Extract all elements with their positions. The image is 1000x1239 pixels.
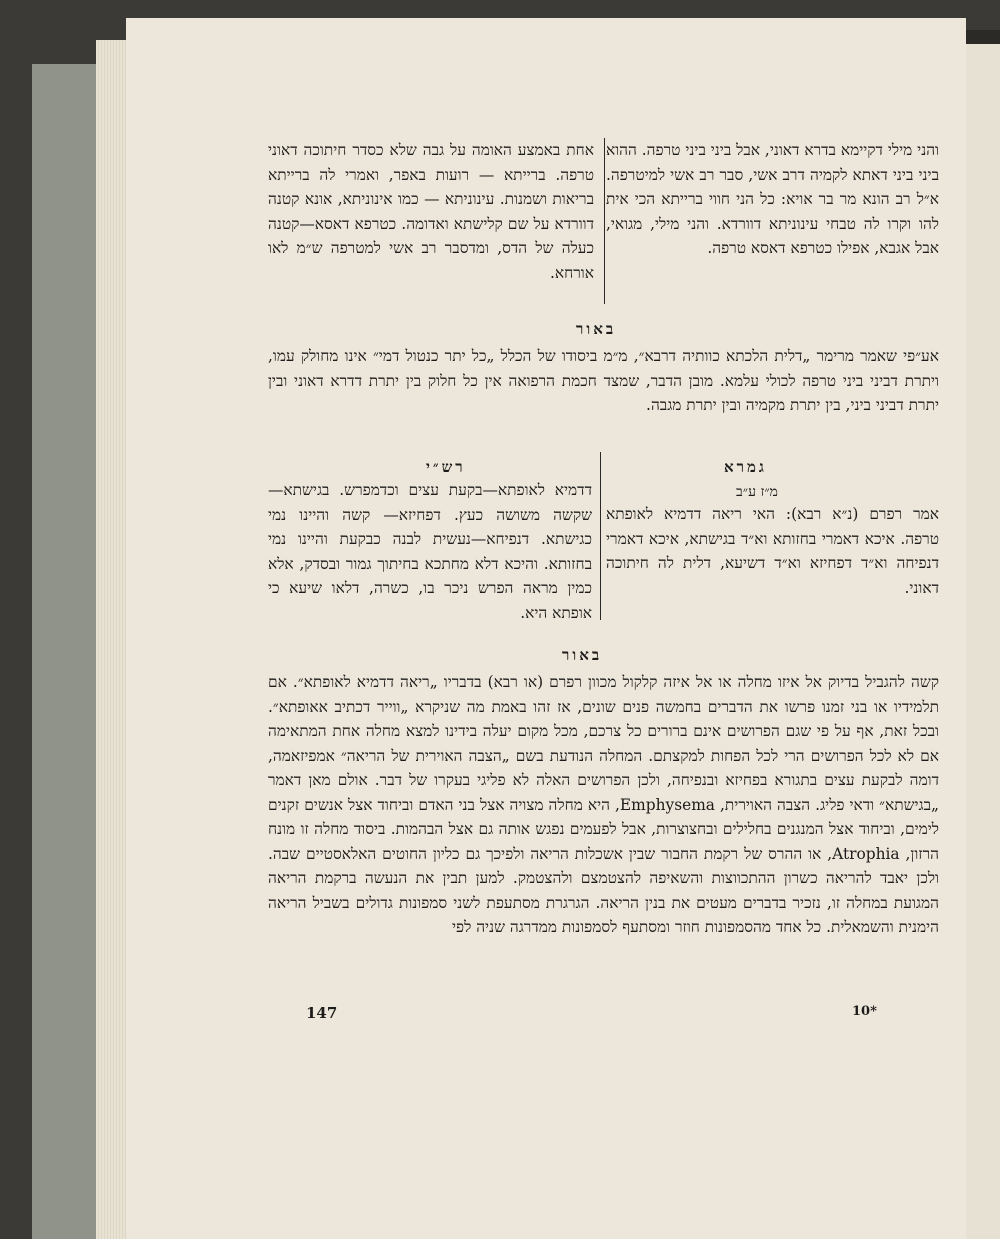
gemara-continuation: והני מילי דקיימא בדרא דאוני, אבל ביני ביני טרפה. ההוא ביני ביני דאתא לקמיה דרב אשי, סבר רב אשי למיטרפה. א״ל רב הונא מר בר אויא: כל הני חווי ברייתא הכי אית להו וקרו לה טבחי עינוניתא דוורדא. והני מילי, מגואי, אבל אגבא, אפילו כטרפא דאסא טרפה.: [606, 141, 939, 257]
column-divider: [604, 138, 605, 304]
beur-paragraph: אע״פי שאמר מרימר „דלית הלכתא כוותיה דרבא״, מ״מ ביסודו של הכלל „כל יתר כנטול דמי״ אינו מחולק עמו, ויתרת דביני ביני טרפה לכולי עלמא. מובן הדבר, שמצד חכמת הרפואה אין כל חלוק בין יתרת דדרא דאוני ובין יתרת דביני ביני, בין יתרת מקמיה ובין יתרת מגבה.: [268, 347, 939, 414]
column-divider: [600, 452, 601, 620]
book-page: [126, 18, 966, 1239]
daf-reference: מ״ז ע״ב: [736, 484, 778, 500]
gemara-text: אמר רפרם (נ״א רבא): האי ריאה דדמיא לאופתא טרפה. איכא דאמרי בחזותא וא״ד בגישתא, איכא דאמרי דנפיחה וא״ד דפחיזא וא״ד דשיעא, דלית לה חיתוכה דאוני.: [606, 505, 939, 597]
rashi-continuation: אחת באמצע האומה על גבה שלא כסדר חיתוכה דאוני טרפה. ברייתא — רועות באפר, ואמרי לה ברייתא בריאות ושמנות. עינוניתא — כמו אינוניתא, אונא קטנה דוורדא על שם קלישתא ואדומה. כטרפא דאסא—קטנה כעלה של הדס, ומדסבר רב אשי למטרפה ש״מ לאו אורחא.: [268, 141, 594, 282]
adjacent-page: [964, 44, 1000, 1239]
printer-signature: 10*: [852, 1004, 877, 1019]
rashi-text: דדמיא לאופתא—בקעת עצים וכדמפרש. בגישתא—שקשה משושה כעץ. דפחיזא— קשה והיינו נמי כגישתא. דנפיחא—נעשית לבנה כבקעת והיינו נמי בחזותא. והיכא דלא מחתכא בחיתוך גמור ובסדק, אלא כמין מראה הפרש ניכר בו, כשרה, דלאו שיעא כי אופתא היא.: [268, 481, 592, 622]
beur-heading: באור: [576, 320, 617, 338]
rashi-heading: רש״י: [426, 458, 466, 476]
page-number: 147: [306, 1004, 338, 1022]
beur-heading-2: באור: [562, 646, 603, 664]
beur-paragraph-2: קשה להגביל בדיוק אל איזו מחלה או אל איזה קלקול מכוון רפרם (או רבא) בדבריו „ריאה דדמיא לאופתא״. אם תלמידיו או בני זמנו פרשו את הדברים בחמשה פנים שונים, אז זהו באמת מה שניקרא „ווייר דכתיב אאופתא״. ובכל זאת, אף על פי שגם הפרושים אינם ברורים כל צרכם, מכל מקום יעלה בידינו למצא מחלה אחת המתאימה אם לא לכל הפרושים הרי לכל הפחות למקצתם. המחלה הנודעת בשם „הצבה האוירית של הריאה״ אמפיזאמה, דומה לבקעת עצים בתגורא בפחיזא ובנפיחה, ולכן הפרושים האלה לא פליגי בעקרו של דבר. אולם מאן דאמר „בגישתא״ ודאי פליג. הצבה האוירית, Emphysema, היא מחלה מצויה אצל בני האדם וביחוד אצל אנשים זקנים לימים, וביחוד אצל המנגנים בחלילים ובחצוצרות, אבל לפעמים נפגש אותה גם אצל הבהמות. ביסוד מחלה זו מונח הרזון, Atrophia, או ההרס של רקמת החבור שבין אשכלות הריאה ולפיכך גם כליון החוטים האלאסטיים שבה. ולכן יאבד להריאה כשרון ההתכווצות והשאיפה להצטמצם ולהצטמק. למען תבין את הנעשה ברקמת הריאה המגועת במחלה זו, נזכיר בדברים מעטים את בנין הריאה. הגרגרת מסתעפת לשני סמפונות גדולים בשביל הריאה הימנית והשמאלית. כל אחד מהסמפונות חוזר ומסתעף לסמפונות ממדרגה שניה לפי: [268, 673, 939, 936]
gemara-heading: גמרא: [724, 458, 767, 476]
